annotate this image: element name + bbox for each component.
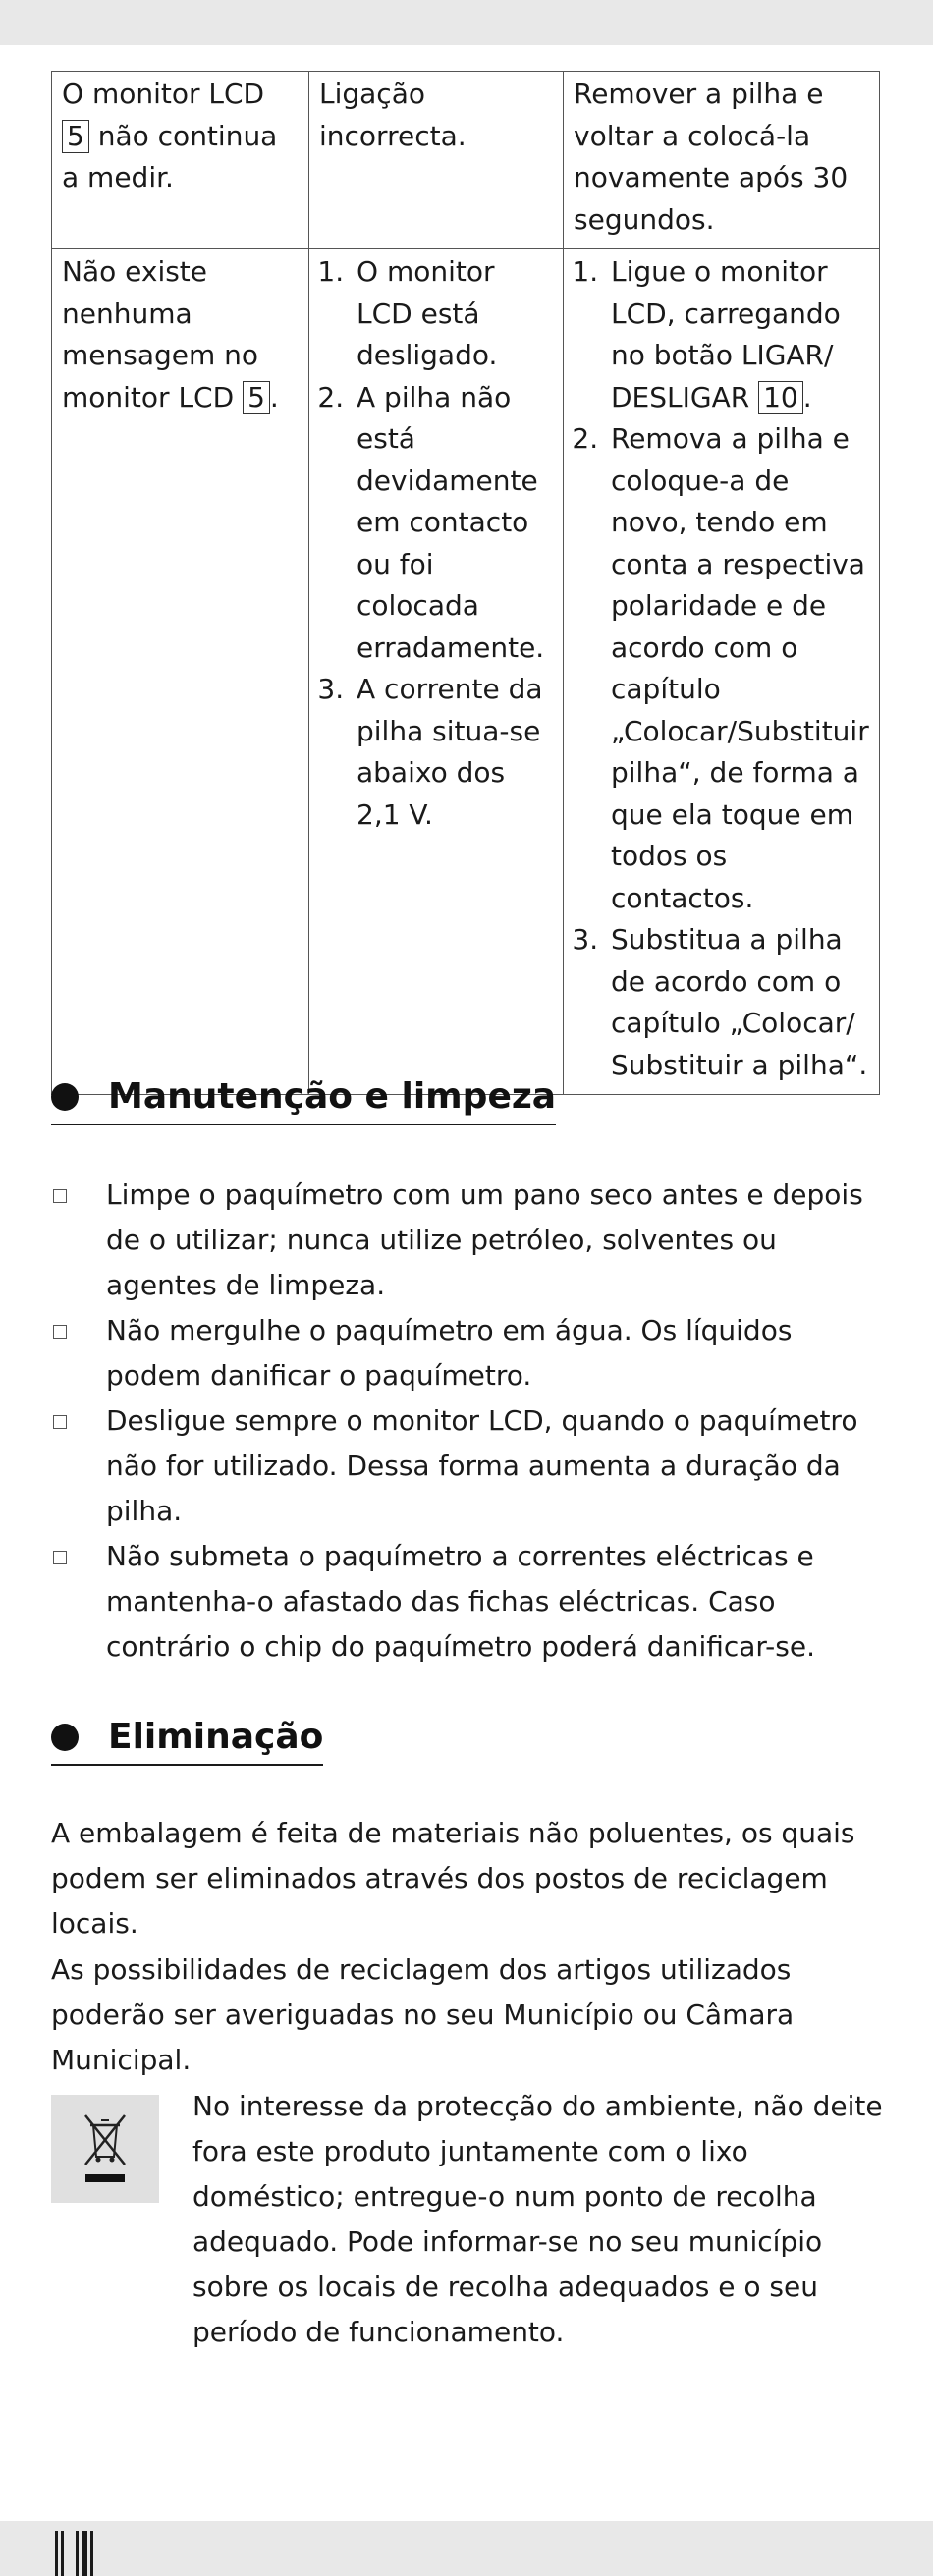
section-title: Manutenção e limpeza — [108, 1076, 557, 1117]
problem-text: não continua a medir. — [62, 119, 278, 193]
problem-text: O monitor LCD — [62, 78, 265, 110]
maintenance-heading — [51, 1072, 556, 1125]
list-item-text: Não mergulhe o paquímetro em água. Os líquidos podem danificar o paquímetro. — [106, 1314, 793, 1392]
cause-cell — [309, 249, 564, 1095]
cause-list — [319, 251, 553, 836]
list-item — [607, 251, 869, 418]
solution-cell — [564, 72, 880, 249]
disposal-heading — [51, 1713, 323, 1766]
table-row — [52, 249, 880, 1095]
crossed-out-wheelie-bin-icon — [51, 2095, 159, 2203]
checkbox-square-icon — [53, 1551, 67, 1564]
list-item: 3. A corrente da pilha situa-se abaixo dos 2,1 V. — [353, 669, 553, 836]
maintenance-list — [51, 1173, 886, 1670]
list-item-text: Desligue sempre o monitor LCD, quando o paquímetro não for utilizado. Dessa forma aumenta a duração da pilha. — [106, 1404, 858, 1527]
bottom-margin-bar — [0, 2521, 933, 2576]
list-item: 2. A pilha não está devidamente em contacto ou foi colocada erradamente. — [353, 377, 553, 670]
checkbox-square-icon — [53, 1325, 67, 1339]
top-margin-bar — [0, 0, 933, 45]
problem-text: . — [269, 380, 279, 413]
table-row — [52, 72, 880, 249]
checkbox-square-icon — [53, 1189, 67, 1203]
problem-cell — [52, 249, 309, 1095]
list-item — [51, 1398, 886, 1534]
list-item: 1. O monitor LCD está desligado. — [353, 251, 553, 377]
bullet-icon — [51, 1724, 79, 1751]
disposal-paragraph: As possibilidades de reciclagem dos artigos utilizados poderão ser averiguadas no seu Município ou Câmara Municipal. — [51, 1953, 795, 2076]
list-item-text: Não submeta o paquímetro a correntes eléctricas e mantenha-o afastado das fichas eléctricas. Caso contrário o chip do paquímetro poderá danificar-se. — [106, 1540, 815, 1663]
list-item — [51, 1534, 886, 1670]
problem-cell — [52, 72, 309, 249]
solution-list — [574, 251, 869, 1086]
list-item — [51, 1308, 886, 1398]
solution-text: Ligue o monitor LCD, carregando no botão LIGAR/ DESLIGAR — [611, 255, 841, 413]
solution-text: Remover a pilha e voltar a colocá-la novamente após 30 segundos. — [574, 78, 849, 236]
list-item: 2. Remova a pilha e coloque-a de novo, tendo em conta a respectiva polaridade e de acordo com o capítulo „Colocar/Substituir pilha“, de forma a que ela toque em todos os contactos. — [607, 418, 869, 919]
reference-number-box: 5 — [243, 381, 270, 414]
list-item: 3. Substitua a pilha de acordo com o capítulo „Colocar/ Substituir a pilha“. — [607, 919, 869, 1086]
list-item-text: Limpe o paquímetro com um pano seco antes e depois de o utilizar; nunca utilize petróleo, solventes ou agentes de limpeza. — [106, 1178, 863, 1301]
reference-number-box: 5 — [62, 120, 89, 153]
section-title: Eliminação — [108, 1717, 324, 1757]
troubleshooting-table — [51, 71, 880, 1095]
bullet-icon — [51, 1083, 79, 1111]
list-item — [51, 1173, 886, 1308]
problem-text: Não existe nenhuma mensagem no monitor LCD — [62, 255, 259, 413]
solution-cell — [564, 249, 880, 1095]
cause-cell — [309, 72, 564, 249]
reference-number-box: 10 — [758, 381, 803, 414]
weee-paragraph: No interesse da protecção do ambiente, não deite fora este produto juntamente com o lixo doméstico; entregue-o num ponto de recolha adequado. Pode informar-se no seu município sobre os locais de recolha adequados e o seu período de funcionamento. — [192, 2090, 883, 2348]
disposal-paragraph: A embalagem é feita de materiais não poluentes, os quais podem ser eliminados através dos postos de reciclagem locais. — [51, 1817, 855, 1940]
cause-text: Ligação incorrecta. — [319, 78, 466, 152]
barcode-marks — [55, 2531, 96, 2576]
solution-text: . — [802, 380, 812, 413]
checkbox-square-icon — [53, 1415, 67, 1429]
